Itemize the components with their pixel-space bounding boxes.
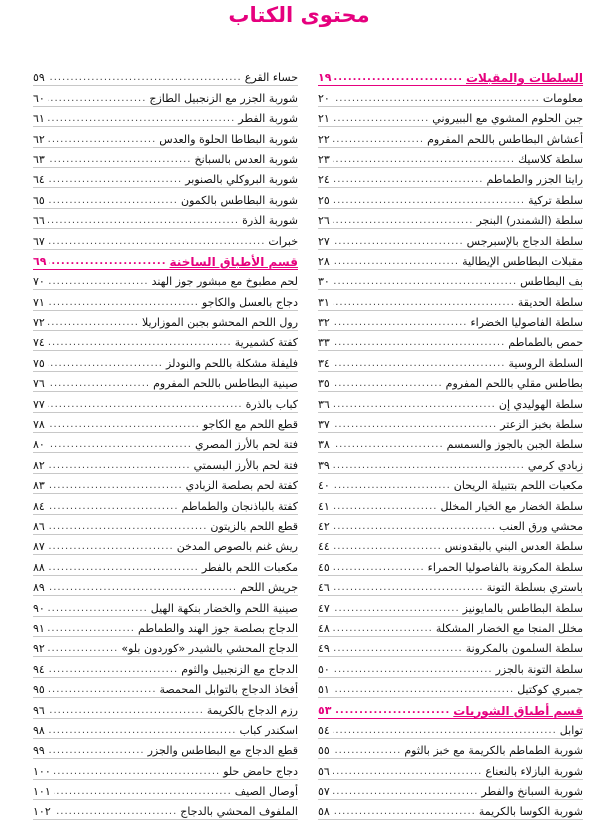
- toc-entry-title: قطع اللحم بالزيتون: [210, 519, 298, 533]
- toc-entry: [318, 515, 583, 535]
- toc-page-number: ٥٦: [318, 764, 330, 778]
- toc-entry-title: الدجاج المحشي بالشيدر «كوردون بلو»: [121, 642, 298, 656]
- toc-entry-title: زبادي كرمي: [527, 458, 583, 472]
- dot-leader: [333, 459, 525, 473]
- toc-entry-title: سلطة بخبز الزعتر: [500, 418, 583, 432]
- toc-entry: [33, 127, 298, 147]
- dot-leader: [333, 724, 557, 738]
- toc-entry-title: شوربة الجزر مع الزنجبيل الطازج: [149, 91, 298, 105]
- dot-leader: [48, 377, 150, 391]
- toc-entry: [33, 107, 298, 127]
- toc-page-number: ٧١: [33, 295, 45, 309]
- dot-leader: [48, 275, 149, 289]
- toc-entry-title: الملفوف المحشي بالدجاج: [180, 805, 298, 819]
- dot-leader: [48, 642, 119, 656]
- toc-page-number: ٩٦: [33, 703, 45, 717]
- dot-leader: [48, 194, 178, 208]
- toc-entry: [33, 229, 298, 249]
- toc-entry-title: سلطة المكرونة بالفاصوليا الحمراء: [427, 560, 583, 574]
- toc-page-number: ٧٤: [33, 336, 45, 350]
- toc-entry: [318, 474, 583, 494]
- toc-entry-title: مقبلات البطاطس الإيطالية: [462, 254, 583, 268]
- toc-page-number: ٧٧: [33, 397, 45, 411]
- toc-page-number: ٨٢: [33, 458, 45, 472]
- toc-page-number: ٣١: [318, 295, 330, 309]
- toc-entry: [318, 780, 583, 800]
- dot-leader: [48, 438, 192, 452]
- toc-page-number: ٣٠: [318, 275, 330, 289]
- toc-entry-title: أفخاذ الدجاج بالتوابل المحمصة: [159, 683, 298, 697]
- toc-entry-title: شوربة الطماطم بالكريمة مع خبز بالثوم: [404, 744, 583, 758]
- toc-entry-title: كباب بالذرة: [245, 397, 298, 411]
- toc-page-number: ٤١: [318, 499, 330, 513]
- toc-page-number: ٣٤: [318, 356, 330, 370]
- toc-entry: [33, 66, 298, 86]
- toc-entry-title: جبن الحلوم المشوي مع الببيروني: [432, 112, 583, 126]
- toc-page-number: ٦٦: [33, 214, 45, 228]
- dot-leader: [54, 805, 178, 819]
- toc-entry-title: سلطة (الشمندر) البنجر: [476, 214, 583, 228]
- dot-leader: [54, 765, 220, 779]
- dot-leader: [48, 418, 200, 432]
- toc-page-number: ٦٠: [33, 91, 45, 105]
- toc-page-number: ٩١: [33, 621, 45, 635]
- toc-page-number: ٨٩: [33, 581, 45, 595]
- toc-entry-title: شوربة العدس بالسبانخ: [194, 152, 298, 166]
- toc-page-number: ٨٧: [33, 540, 45, 554]
- toc-column-right: [318, 66, 583, 820]
- toc-page-number: ١٠٠: [33, 764, 51, 778]
- toc-entry-title: محشي ورق العنب: [499, 519, 583, 533]
- dot-leader: [48, 663, 178, 677]
- toc-entry: [33, 351, 298, 371]
- toc-entry: [318, 576, 583, 596]
- toc-entry: [318, 168, 583, 188]
- dot-leader: [48, 724, 237, 738]
- toc-page-number: ٧٦: [33, 377, 45, 391]
- toc-page-number: ٣٦: [318, 397, 330, 411]
- toc-page-number: ٥٧: [318, 785, 330, 799]
- dot-leader: [48, 235, 266, 249]
- toc-entry: [318, 351, 583, 371]
- toc-entry-title: شوربة البطاطا الحلوة والعدس: [159, 132, 298, 146]
- toc-entry: [318, 453, 583, 473]
- dot-leader: [48, 500, 179, 514]
- toc-entry-title: جمبري كوكتيل: [517, 683, 583, 697]
- dot-leader: [48, 296, 199, 310]
- dot-leader: [333, 296, 515, 310]
- dot-leader: [333, 316, 468, 330]
- toc-entry-title: السلطات والمقبلات: [466, 71, 583, 86]
- toc-page-number: ٥٨: [318, 805, 330, 819]
- toc-entry: [33, 474, 298, 494]
- toc-page-number: ٢١: [318, 112, 330, 126]
- toc-entry: [318, 739, 583, 759]
- toc-page-number: ٥٩: [33, 71, 45, 85]
- dot-leader: [333, 785, 479, 799]
- toc-entry-title: شوربة البازلاء بالنعناع: [485, 764, 583, 778]
- toc-entry-title: مكعبات اللحم بالفطر: [201, 560, 298, 574]
- dot-leader: [333, 540, 442, 554]
- toc-entry: [318, 800, 583, 820]
- toc-entry-title: اسكندر كباب: [239, 723, 298, 737]
- toc-entry: [318, 229, 583, 249]
- toc-entry: [318, 392, 583, 412]
- toc-entry: [318, 719, 583, 739]
- toc-entry: [33, 739, 298, 759]
- toc-entry: [318, 86, 583, 106]
- toc-entry-title: سلطة البطاطس بالمايونيز: [462, 601, 583, 615]
- dot-leader: [48, 561, 199, 575]
- toc-entry-title: باستري بسلطة التونة: [486, 581, 583, 595]
- toc-page-number: ٦٩: [33, 254, 47, 268]
- toc-entry-title: قطع الدجاج مع البطاطس والجزر: [147, 744, 298, 758]
- toc-column-left: [33, 66, 298, 820]
- toc-entry-title: سلطة كلاسيك: [518, 152, 583, 166]
- dot-leader: [333, 357, 506, 371]
- toc-entry-title: فليفلة مشكلة باللحم والنودلز: [166, 356, 298, 370]
- toc-page-number: ٩٢: [33, 642, 45, 656]
- dot-leader: [333, 805, 476, 819]
- toc-page-number: ٤٤: [318, 540, 330, 554]
- toc-entry: [33, 617, 298, 637]
- toc-entry-title: شوربة السبانخ والفطر: [481, 785, 583, 799]
- toc-entry: [33, 433, 298, 453]
- toc-entry-title: توابل: [559, 723, 583, 737]
- toc-entry: [33, 413, 298, 433]
- toc-entry: [33, 678, 298, 698]
- toc-entry: [318, 433, 583, 453]
- dot-leader: [48, 622, 135, 636]
- toc-entry: [318, 759, 583, 779]
- dot-leader: [333, 275, 517, 289]
- toc-section-heading: [318, 66, 583, 86]
- toc-page-number: ٢٦: [318, 214, 330, 228]
- toc-entry-title: دجاج بالعسل والكاجو: [202, 295, 298, 309]
- toc-entry-title: الدجاج مع الزنجبيل والثوم: [181, 662, 298, 676]
- toc-page-number: ٢٣: [318, 152, 330, 166]
- toc-entry: [318, 311, 583, 331]
- toc-entry: [33, 331, 298, 351]
- toc-page-number: ١٩: [318, 71, 332, 85]
- toc-entry: [33, 535, 298, 555]
- dot-leader: [333, 438, 444, 452]
- toc-page-number: ٧٠: [33, 275, 45, 289]
- dot-leader: [48, 459, 191, 473]
- dot-leader: [333, 500, 438, 514]
- toc-page-number: ١٠٢: [33, 805, 51, 819]
- toc-entry: [33, 209, 298, 229]
- dot-leader: [333, 581, 484, 595]
- toc-page-number: ٣٧: [318, 418, 330, 432]
- dot-leader: [333, 194, 525, 208]
- toc-entry-title: مكعبات اللحم بتتبيلة الريحان: [453, 479, 583, 493]
- toc-entry: [33, 515, 298, 535]
- page-title: محتوى الكتاب: [228, 3, 370, 27]
- toc-entry-title: السلطة الروسية: [508, 356, 583, 370]
- toc-entry-title: سلطة الخضار مع الخيار المخلل: [440, 499, 583, 513]
- toc-entry-title: شوربة الكوسا بالكريمة: [478, 805, 583, 819]
- toc-entry-title: سلطة الجبن بالجوز والسمسم: [446, 438, 583, 452]
- toc-page-number: ٢٥: [318, 193, 330, 207]
- toc-page-number: ٢٤: [318, 173, 330, 187]
- toc-entry: [33, 372, 298, 392]
- toc-entry-title: رايتا الجزر والطماطم: [486, 173, 583, 187]
- dot-leader: [333, 377, 443, 391]
- toc-page-number: ٤٥: [318, 560, 330, 574]
- toc-entry: [33, 596, 298, 616]
- toc-entry-title: حمص بالطماطم: [508, 336, 583, 350]
- toc-entry-title: سلطة تركية: [528, 193, 583, 207]
- dot-leader: [333, 153, 515, 167]
- dot-leader: [333, 622, 433, 636]
- toc-entry: [33, 290, 298, 310]
- toc-entry: [318, 250, 583, 270]
- toc-entry-title: كفتة كشميرية: [234, 336, 298, 350]
- toc-entry: [318, 188, 583, 208]
- dot-leader: [333, 683, 514, 697]
- dot-leader: [333, 602, 460, 616]
- toc-entry: [318, 331, 583, 351]
- dot-leader: [48, 602, 148, 616]
- toc-page-number: ٣٩: [318, 458, 330, 472]
- toc-page-number: ٤٦: [318, 581, 330, 595]
- toc-entry: [318, 617, 583, 637]
- dot-leader: [48, 398, 243, 412]
- toc-page-number: ٤٧: [318, 601, 330, 615]
- toc-page-number: ٣٨: [318, 438, 330, 452]
- dot-leader: [48, 173, 182, 187]
- toc-entry-title: قسم الأطباق الساخنة: [169, 254, 298, 269]
- toc-entry-title: ريش غنم بالصوص المدخن: [176, 540, 298, 554]
- toc-entry-title: دجاج حامض حلو: [223, 764, 298, 778]
- toc-entry-title: سلطة الهوليدي إن: [498, 397, 583, 411]
- toc-entry-title: كفتة بالباذنجان والطماطم: [181, 499, 298, 513]
- toc-page-number: ٥٤: [318, 723, 330, 737]
- toc-entry: [33, 555, 298, 575]
- dot-leader: [334, 704, 450, 718]
- toc-entry-title: أعشاش البطاطس باللحم المفروم: [427, 132, 583, 146]
- toc-entry-title: سلطة الفاصوليا الخضراء: [470, 316, 583, 330]
- toc-entry-title: حساء القرع: [244, 71, 298, 85]
- dot-leader: [48, 704, 204, 718]
- toc-entry: [318, 290, 583, 310]
- dot-leader: [333, 133, 424, 147]
- toc-entry: [318, 637, 583, 657]
- toc-page-number: ٤٢: [318, 519, 330, 533]
- dot-leader: [333, 479, 451, 493]
- dot-leader: [48, 214, 239, 228]
- toc-entry: [318, 596, 583, 616]
- toc-entry-title: شوربة البطاطس بالكمون: [180, 193, 298, 207]
- toc-page-number: ٣٢: [318, 316, 330, 330]
- toc-page-number: ٦٤: [33, 173, 45, 187]
- toc-entry-title: خبرات: [268, 234, 298, 248]
- toc-page-number: ٨٦: [33, 519, 45, 533]
- toc-page-number: ٨٠: [33, 438, 45, 452]
- toc-page-number: ٦٢: [33, 132, 45, 146]
- toc-page-number: ٩٤: [33, 662, 45, 676]
- dot-leader: [48, 112, 235, 126]
- toc-entry: [318, 209, 583, 229]
- dot-leader: [48, 133, 156, 147]
- toc-entry: [318, 555, 583, 575]
- toc-page-number: ٤٠: [318, 479, 330, 493]
- dot-leader: [48, 153, 192, 167]
- toc-entry-title: سلطة السلمون بالمكرونة: [465, 642, 583, 656]
- toc-entry-title: كفتة لحم بصلصة الزبادي: [185, 479, 298, 493]
- toc-entry: [33, 188, 298, 208]
- dot-leader: [49, 255, 166, 269]
- toc-entry: [33, 576, 298, 596]
- toc-page-number: ٥١: [318, 683, 330, 697]
- toc-entry: [318, 678, 583, 698]
- toc-entry: [318, 270, 583, 290]
- dot-leader: [48, 744, 145, 758]
- dot-leader: [48, 540, 174, 554]
- dot-leader: [48, 683, 157, 697]
- toc-entry-title: رول اللحم المحشو بجبن الموزاريلا: [141, 316, 298, 330]
- toc-entry: [33, 719, 298, 739]
- dot-leader: [48, 581, 237, 595]
- toc-entry: [33, 270, 298, 290]
- toc-entry-title: شوربة الذرة: [242, 214, 298, 228]
- toc-entry: [33, 800, 298, 820]
- dot-leader: [333, 642, 463, 656]
- dot-leader: [333, 561, 425, 575]
- dot-leader: [333, 92, 540, 106]
- toc-page-number: ٩٩: [33, 744, 45, 758]
- toc-page-number: ٤٨: [318, 621, 330, 635]
- dot-leader: [333, 214, 474, 228]
- toc-entry-title: سلطة التونة بالجزر: [495, 662, 583, 676]
- toc-entry-title: فتة لحم بالأرز البسمتي: [193, 458, 298, 472]
- toc-section-heading: [33, 250, 298, 270]
- dot-leader: [333, 336, 505, 350]
- toc-entry: [33, 453, 298, 473]
- toc-entry-title: صينية البطاطس باللحم المفروم: [153, 377, 298, 391]
- toc-entry: [33, 168, 298, 188]
- toc-section-heading: [318, 698, 583, 718]
- toc-page-number: ٣٥: [318, 377, 330, 391]
- toc-page-number: ٩٥: [33, 683, 45, 697]
- toc-page-number: ٨٤: [33, 499, 45, 513]
- dot-leader: [48, 316, 139, 330]
- toc-entry: [33, 637, 298, 657]
- toc-page-number: ٨٣: [33, 479, 45, 493]
- dot-leader: [333, 398, 496, 412]
- toc-entry-title: الدجاج بصلصة جوز الهند والطماطم: [138, 621, 298, 635]
- toc-page-number: ٦٧: [33, 234, 45, 248]
- toc-page-number: ٩٨: [33, 723, 45, 737]
- toc-page-number: ٨٨: [33, 560, 45, 574]
- dot-leader: [333, 418, 497, 432]
- toc-entry: [318, 413, 583, 433]
- toc-entry: [33, 86, 298, 106]
- toc-page-number: ٤٩: [318, 642, 330, 656]
- dot-leader: [54, 785, 232, 799]
- dot-leader: [333, 663, 493, 677]
- toc-page-number: ٧٨: [33, 418, 45, 432]
- toc-entry: [318, 127, 583, 147]
- toc-entry: [33, 759, 298, 779]
- toc-page-number: ٧٢: [33, 316, 45, 330]
- toc-entry-title: قسم أطباق الشوربات: [453, 703, 583, 718]
- toc-page-number: ٢٠: [318, 91, 330, 105]
- toc-entry: [33, 148, 298, 168]
- toc-entry-title: سلطة الدجاج بالإسبرجس: [466, 234, 583, 248]
- toc-entry-title: صينية اللحم والخضار بنكهة الهيل: [150, 601, 298, 615]
- toc-page-number: ٥٠: [318, 662, 330, 676]
- toc-page-number: ٢٢: [318, 132, 330, 146]
- toc-entry-title: أوصال الصيف: [234, 785, 298, 799]
- toc-page-number: ٦٥: [33, 193, 45, 207]
- toc-entry: [33, 392, 298, 412]
- toc-entry: [33, 698, 298, 718]
- dot-leader: [48, 92, 147, 106]
- toc-entry-title: قطع اللحم مع الكاجو: [202, 418, 298, 432]
- toc-page-number: ٢٨: [318, 254, 330, 268]
- dot-leader: [48, 71, 242, 85]
- toc-entry-title: سلطة الحديقة: [517, 295, 583, 309]
- toc-page-number: ٦١: [33, 112, 45, 126]
- dot-leader: [333, 173, 484, 187]
- toc-entry-title: معلومات: [542, 91, 583, 105]
- toc-entry: [318, 657, 583, 677]
- toc-page-number: ٦٣: [33, 152, 45, 166]
- dot-leader: [333, 765, 483, 779]
- toc-entry-title: مخلل المنجا مع الخضار المشكلة: [435, 621, 583, 635]
- toc-entry-title: بف البطاطس: [520, 275, 583, 289]
- toc-entry-title: شوربة الفطر: [238, 112, 298, 126]
- toc-page-number: ٢٧: [318, 234, 330, 248]
- toc-entry: [318, 372, 583, 392]
- toc-entry: [318, 494, 583, 514]
- dot-leader: [333, 235, 464, 249]
- dot-leader: [333, 520, 496, 534]
- toc-page-number: ٥٥: [318, 744, 330, 758]
- dot-leader: [48, 357, 163, 371]
- toc-entry-title: لحم مطبوخ مع مبشور جوز الهند: [151, 275, 298, 289]
- toc-entry-title: بطاطس مقلي باللحم المفروم: [445, 377, 583, 391]
- toc-page-number: ٥٣: [318, 703, 332, 717]
- toc-entry: [33, 494, 298, 514]
- toc-page-number: ١٠١: [33, 785, 51, 799]
- toc-entry: [33, 311, 298, 331]
- toc-page-number: ٧٥: [33, 356, 45, 370]
- dot-leader: [48, 479, 183, 493]
- toc-entry: [33, 780, 298, 800]
- toc-entry: [318, 535, 583, 555]
- dot-leader: [48, 520, 208, 534]
- dot-leader: [334, 71, 463, 85]
- toc-entry: [318, 148, 583, 168]
- dot-leader: [48, 336, 232, 350]
- dot-leader: [333, 112, 429, 126]
- toc-entry-title: جريش اللحم: [240, 581, 298, 595]
- toc-entry-title: شوربة البروكلي بالصنوبر: [185, 173, 298, 187]
- toc-page-number: ٣٣: [318, 336, 330, 350]
- dot-leader: [333, 255, 459, 269]
- toc-entry-title: فتة لحم بالأرز المصري: [194, 438, 298, 452]
- toc-entry: [318, 107, 583, 127]
- toc-entry-title: سلطة العدس البني بالبقدونس: [444, 540, 583, 554]
- toc-page-number: ٩٠: [33, 601, 45, 615]
- dot-leader: [333, 744, 402, 758]
- toc-entry: [33, 657, 298, 677]
- toc-entry-title: رزم الدجاج بالكريمة: [206, 703, 298, 717]
